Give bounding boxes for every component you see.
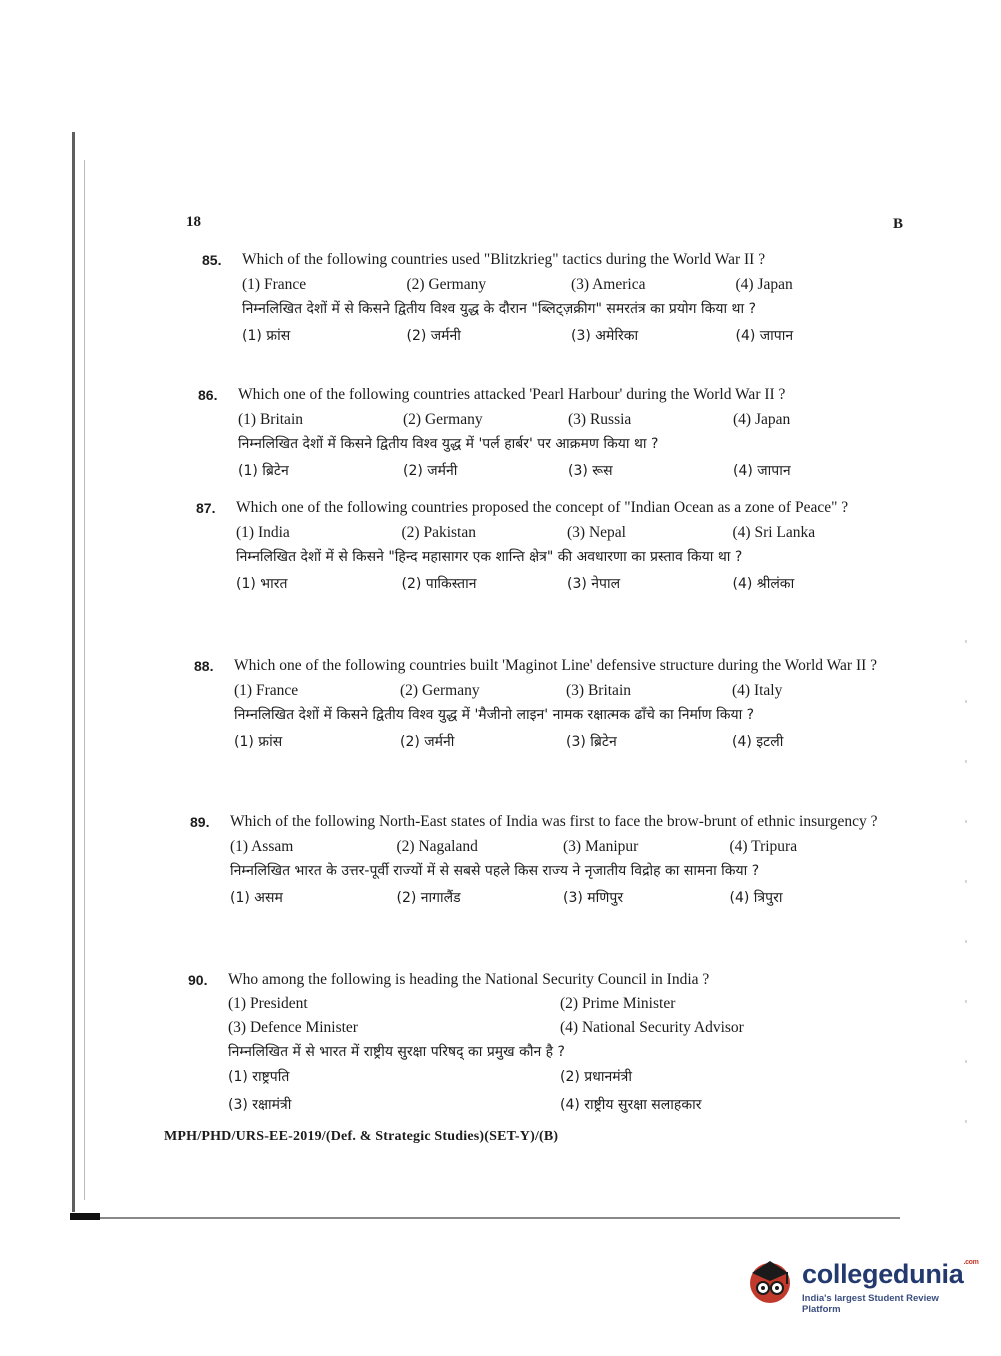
brand-suffix: .com bbox=[963, 1259, 979, 1266]
brand-tagline: India's largest Student Review Platform bbox=[802, 1293, 939, 1315]
option: (1) असम bbox=[230, 890, 283, 906]
options-hi bbox=[190, 888, 896, 908]
set-letter: B bbox=[893, 216, 904, 232]
option: (4) इटली bbox=[732, 734, 784, 750]
question-text: Which one of the following countries attacked 'Pearl Harbour' during the World War II ? bbox=[238, 386, 786, 403]
question-number: 89. bbox=[190, 814, 210, 830]
options-en bbox=[190, 837, 896, 857]
option: (2) जर्मनी bbox=[403, 463, 458, 479]
question-89 bbox=[190, 812, 896, 908]
option: (4) Tripura bbox=[729, 838, 798, 855]
option: (3) America bbox=[571, 276, 646, 293]
option: (3) अमेरिका bbox=[571, 328, 639, 344]
option: (1) Assam bbox=[230, 838, 294, 855]
option: (2) Germany bbox=[400, 682, 480, 699]
question-text: Who among the following is heading the National Security Council in India ? bbox=[228, 971, 710, 988]
question-88 bbox=[194, 656, 898, 752]
bottom-rule bbox=[100, 1217, 900, 1219]
question-90 bbox=[188, 970, 892, 1115]
option: (4) जापान bbox=[733, 463, 791, 479]
option: (4) Italy bbox=[732, 682, 783, 699]
question-87 bbox=[196, 498, 898, 594]
student-mascot-icon bbox=[742, 1251, 798, 1307]
option: (4) National Security Advisor bbox=[560, 1019, 744, 1036]
question-text: Which of the following North-East states of India was first to face the brow-brunt of ethnic insurgency ? bbox=[230, 813, 878, 830]
brand-name: collegedunia bbox=[802, 1259, 964, 1289]
question-text-hindi: निम्नलिखित देशों में किसने द्वितीय विश्व युद्ध में 'मैजीनो लाइन' नामक रक्षात्मक ढाँचे का निर्माण किया ? bbox=[234, 707, 755, 723]
binding-edge bbox=[72, 132, 75, 1212]
question-85 bbox=[202, 250, 900, 346]
question-text-hindi: निम्नलिखित में से भारत में राष्ट्रीय सुरक्षा परिषद् का प्रमुख कौन है ? bbox=[228, 1044, 565, 1060]
option: (1) फ्रांस bbox=[234, 734, 283, 750]
option: (2) जर्मनी bbox=[400, 734, 455, 750]
option: (3) Britain bbox=[566, 682, 631, 699]
option: (4) राष्ट्रीय सुरक्षा सलाहकार bbox=[560, 1097, 702, 1113]
options-hi bbox=[194, 732, 898, 752]
collegedunia-logo bbox=[742, 1249, 979, 1315]
option: (1) India bbox=[236, 524, 290, 541]
options-en bbox=[196, 523, 898, 543]
question-text-hindi: निम्नलिखित देशों में से किसने "हिन्द महासागर एक शान्ति क्षेत्र" की अवधारणा का प्रस्ताव किया था ? bbox=[236, 549, 743, 565]
binding-edge-inner bbox=[84, 160, 85, 1200]
options-en bbox=[188, 994, 892, 1038]
option: (2) Nagaland bbox=[396, 838, 478, 855]
bottom-mark bbox=[70, 1213, 100, 1220]
option: (3) Manipur bbox=[563, 838, 639, 855]
option: (1) President bbox=[228, 995, 308, 1012]
option: (3) नेपाल bbox=[567, 576, 621, 592]
question-text-hindi: निम्नलिखित भारत के उत्तर-पूर्वी राज्यों में से सबसे पहले किस राज्य ने नृजातीय विद्रोह का सामना किया ? bbox=[230, 863, 760, 879]
option: (1) भारत bbox=[236, 576, 288, 592]
page-number: 18 bbox=[186, 214, 201, 230]
option: (3) Nepal bbox=[567, 524, 626, 541]
option: (2) Germany bbox=[403, 411, 483, 428]
option: (2) पाकिस्तान bbox=[401, 576, 477, 592]
option: (1) France bbox=[234, 682, 299, 699]
question-text-hindi: निम्नलिखित देशों में किसने द्वितीय विश्व युद्ध में 'पर्ल हार्बर' पर आक्रमण किया था ? bbox=[238, 436, 659, 452]
options-en bbox=[194, 681, 898, 701]
option: (1) France bbox=[242, 276, 307, 293]
option: (4) जापान bbox=[735, 328, 794, 344]
option: (3) Defence Minister bbox=[228, 1019, 358, 1036]
scan-noise bbox=[965, 640, 967, 1140]
options-hi bbox=[202, 326, 900, 346]
paper-code-footer: MPH/PHD/URS-EE-2019/(Def. & Strategic Studies)(SET-Y)/(B) bbox=[164, 1129, 559, 1144]
question-number: 85. bbox=[202, 252, 222, 268]
option: (4) श्रीलंका bbox=[732, 576, 795, 592]
option: (3) ब्रिटेन bbox=[566, 734, 617, 750]
option: (2) Germany bbox=[406, 276, 487, 293]
option: (4) Sri Lanka bbox=[732, 524, 816, 541]
option: (2) Pakistan bbox=[401, 524, 476, 541]
option: (1) ब्रिटेन bbox=[238, 463, 289, 479]
question-number: 86. bbox=[198, 387, 218, 403]
option: (4) त्रिपुरा bbox=[729, 890, 783, 906]
options-en bbox=[202, 275, 900, 295]
question-text: Which one of the following countries built 'Maginot Line' defensive structure during the World War II ? bbox=[234, 657, 878, 674]
option: (1) राष्ट्रपति bbox=[228, 1069, 290, 1085]
option: (2) प्रधानमंत्री bbox=[560, 1069, 632, 1085]
question-number: 90. bbox=[188, 972, 208, 988]
option: (3) रक्षामंत्री bbox=[228, 1097, 292, 1113]
question-text-hindi: निम्नलिखित देशों में से किसने द्वितीय विश्व युद्ध के दौरान "ब्लिट्ज़क्रीग" समरतंत्र का प्रयोग किया था ? bbox=[242, 301, 757, 317]
option: (4) Japan bbox=[733, 411, 791, 428]
question-number: 88. bbox=[194, 658, 214, 674]
option: (4) Japan bbox=[735, 276, 793, 293]
options-hi bbox=[196, 574, 898, 594]
option: (1) फ्रांस bbox=[242, 328, 291, 344]
option: (3) रूस bbox=[568, 463, 613, 479]
option: (3) मणिपुर bbox=[563, 890, 624, 906]
options-en bbox=[198, 410, 898, 430]
question-number: 87. bbox=[196, 500, 216, 516]
options-hi bbox=[188, 1067, 892, 1115]
option: (2) जर्मनी bbox=[406, 328, 461, 344]
question-text: Which of the following countries used "Blitzkrieg" tactics during the World War II ? bbox=[242, 251, 766, 268]
question-text: Which one of the following countries proposed the concept of "Indian Ocean as a zone of Peace" ? bbox=[236, 499, 849, 516]
question-86 bbox=[198, 385, 898, 481]
options-hi bbox=[198, 461, 898, 481]
option: (2) नागालैंड bbox=[396, 890, 461, 906]
option: (1) Britain bbox=[238, 411, 303, 428]
option: (2) Prime Minister bbox=[560, 995, 676, 1012]
option: (3) Russia bbox=[568, 411, 632, 428]
